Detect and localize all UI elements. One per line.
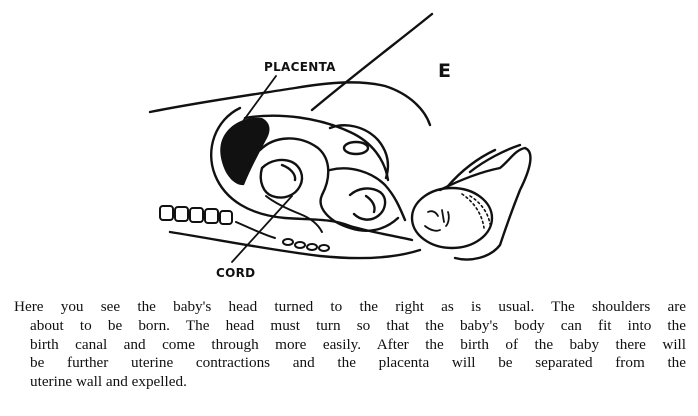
caption-line: be further uterine contractions and the placenta will be separated from the <box>30 354 686 372</box>
baby-head-outline <box>412 188 492 248</box>
baby-back-outline <box>330 168 405 220</box>
cord-label: CORD <box>216 266 256 280</box>
caption-line: about to be born. The head must turn so that the baby's body can fit into the <box>30 316 686 334</box>
caption-paragraph <box>14 298 686 392</box>
baby-face-features <box>425 210 449 231</box>
placenta-label: PLACENTA <box>264 60 336 74</box>
caption-line: Here you see the baby's head turned to the right as is usual. The shoulders are <box>14 298 686 315</box>
attendant-hand-outline <box>440 148 530 259</box>
baby-arm-outline <box>350 188 385 219</box>
caption-line: uterine wall and expelled. <box>30 373 187 391</box>
panel-letter: E <box>438 60 451 82</box>
bladder-oval <box>344 142 368 154</box>
abdominal-wall-line <box>150 82 430 125</box>
baby-hair <box>462 194 490 228</box>
caption-line: birth canal and come through more easily. After the birth of the baby there will <box>30 335 686 353</box>
placenta-shape <box>220 118 269 185</box>
cord-outline <box>266 196 322 232</box>
